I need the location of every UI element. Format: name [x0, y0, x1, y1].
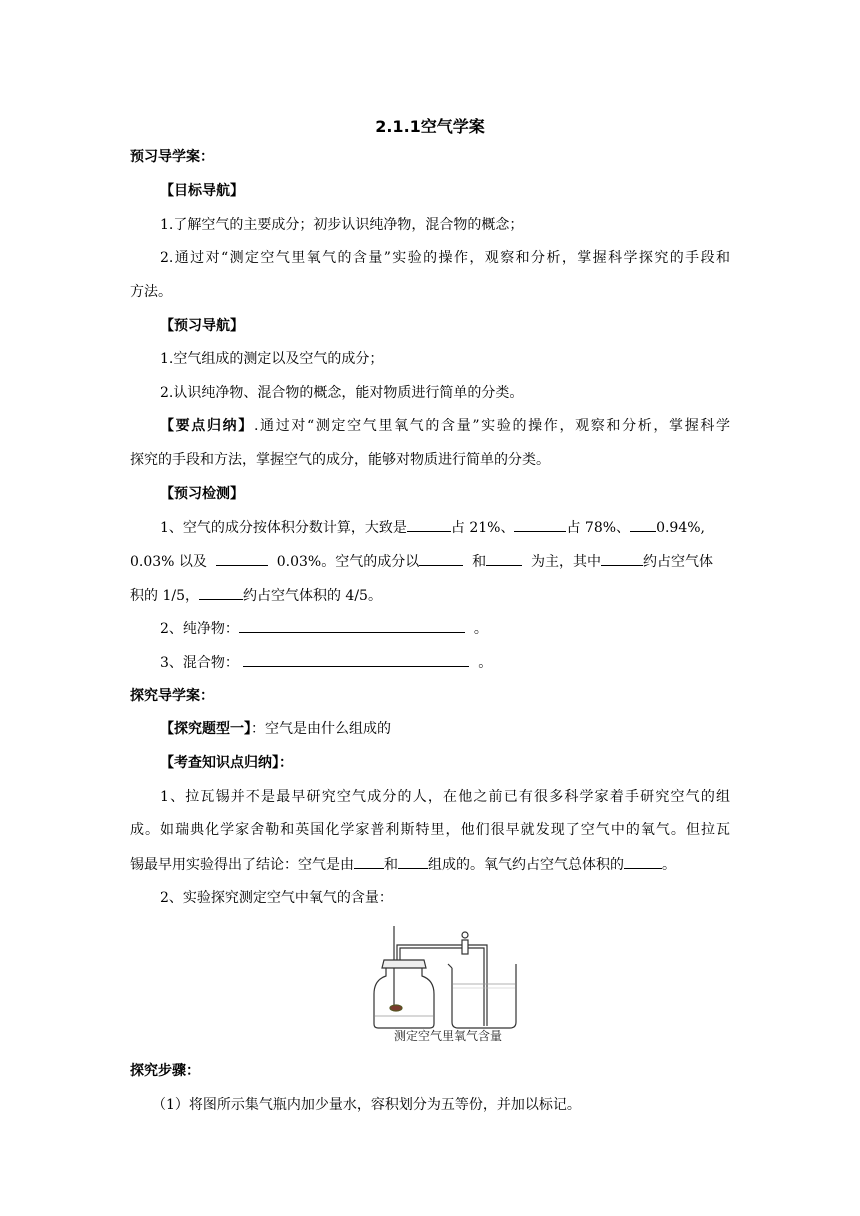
q1-blank-argon[interactable]: [630, 517, 656, 532]
k1-text-1: 锡最早用实验得出了结论：空气是由: [130, 857, 354, 873]
type1-label: 【探究题型一】: [160, 721, 251, 737]
goal-item-2-line-2: 方法。: [130, 284, 172, 300]
check-header: 【预习检测】: [160, 486, 244, 502]
k1-blank-1[interactable]: [354, 854, 384, 869]
q3-blank[interactable]: [243, 652, 469, 667]
nav-item-2: 2.认识纯净物、混合物的概念，能对物质进行简单的分类。: [160, 385, 524, 401]
q1-text-6: 0.03%。空气的成分以: [276, 554, 420, 570]
goal-item-1: 1.了解空气的主要成分；初步认识纯净物，混合物的概念；: [160, 217, 524, 233]
q2-end: 。: [473, 621, 488, 637]
q1-blank-fifth[interactable]: [601, 551, 643, 566]
q1-text-1: 1、空气的成分按体积分数计算，大致是: [160, 520, 407, 536]
q1-line-1: [160, 517, 705, 538]
q1-text-2: 占 21%、: [450, 520, 515, 536]
preview-nav-header: 【预习导航】: [160, 318, 244, 334]
k1-text-4: 。: [662, 857, 676, 873]
q3-end: 。: [478, 655, 493, 671]
k1-text-2: 和: [384, 857, 398, 873]
goal-item-2-line-1: 2.通过对“测定空气里氧气的含量”实验的操作，观察和分析，掌握科学探究的手段和: [160, 250, 730, 266]
step-1: （1）将图所示集气瓶内加少量水，容积划分为五等份，并加以标记。: [152, 1097, 581, 1113]
q3-label: 3、混合物：: [160, 655, 239, 671]
q1-line-3: [130, 585, 382, 606]
q1-blank-oxygen[interactable]: [407, 517, 451, 532]
key-points-label: 【要点归纳】: [160, 418, 254, 434]
knowledge-1-line-3: [130, 854, 676, 875]
k1-text-3: 组成的。氧气约占空气总体积的: [428, 857, 624, 873]
q1-text-8: 为主，其中: [531, 554, 602, 570]
q1-blank-four-fifths[interactable]: [199, 585, 243, 600]
oxygen-experiment-figure: [368, 918, 528, 1042]
knowledge-1-line-2: 成。如瑞典化学家舍勒和英国化学家普利斯特里，他们很早就发现了空气中的氧气。但拉瓦: [130, 822, 730, 838]
q1-line-2: [130, 551, 713, 572]
page-title: 2.1.1空气学案: [375, 117, 485, 136]
steps-header: 探究步骤：: [130, 1063, 200, 1079]
q1-text-3: 占 78%、: [566, 520, 631, 536]
q1-text-4: 0.94%,: [656, 520, 705, 536]
q1-blank-co2[interactable]: [216, 551, 268, 566]
q1-text-11: 约占空气体积的 4/5。: [242, 588, 382, 604]
goal-header: 【目标导航】: [160, 183, 244, 199]
q1-text-9: 约占空气体: [643, 554, 714, 570]
knowledge-header: 【考查知识点归纳】：: [160, 755, 293, 771]
q1-text-5: 0.03% 以及: [130, 554, 207, 570]
q2-blank[interactable]: [239, 618, 465, 633]
q2-label: 2、纯净物：: [160, 621, 239, 637]
explore-header: 探究导学案：: [130, 688, 214, 704]
knowledge-2: 2、实验探究测定空气中氧气的含量：: [160, 890, 393, 906]
q2-line: [160, 618, 488, 639]
type1-line: [160, 719, 391, 739]
knowledge-1-line-1: 1、拉瓦锡并不是最早研究空气成分的人，在他之前已有很多科学家着手研究空气的组: [160, 789, 730, 805]
type1-text: ：空气是由什么组成的: [251, 721, 391, 737]
q1-blank-main-1[interactable]: [419, 551, 463, 566]
nav-item-1: 1.空气组成的测定以及空气的成分；: [160, 351, 384, 367]
q1-text-10: 积的 1/5，: [130, 588, 199, 604]
k1-blank-2[interactable]: [398, 854, 428, 869]
key-points-line-1: [160, 416, 730, 436]
q1-blank-nitrogen[interactable]: [514, 517, 566, 532]
q1-blank-main-2[interactable]: [486, 551, 522, 566]
k1-blank-3[interactable]: [624, 854, 662, 869]
preview-header: 预习导学案：: [130, 149, 214, 165]
q1-text-7: 和: [472, 554, 487, 570]
key-points-line-2: 探究的手段和方法，掌握空气的成分，能够对物质进行简单的分类。: [130, 452, 550, 468]
figure-caption: 测定空气里氧气含量: [393, 1029, 503, 1042]
key-points-text: .通过对“测定空气里氧气的含量”实验的操作，观察和分析，掌握科学: [253, 418, 731, 434]
q3-line: [160, 652, 492, 673]
